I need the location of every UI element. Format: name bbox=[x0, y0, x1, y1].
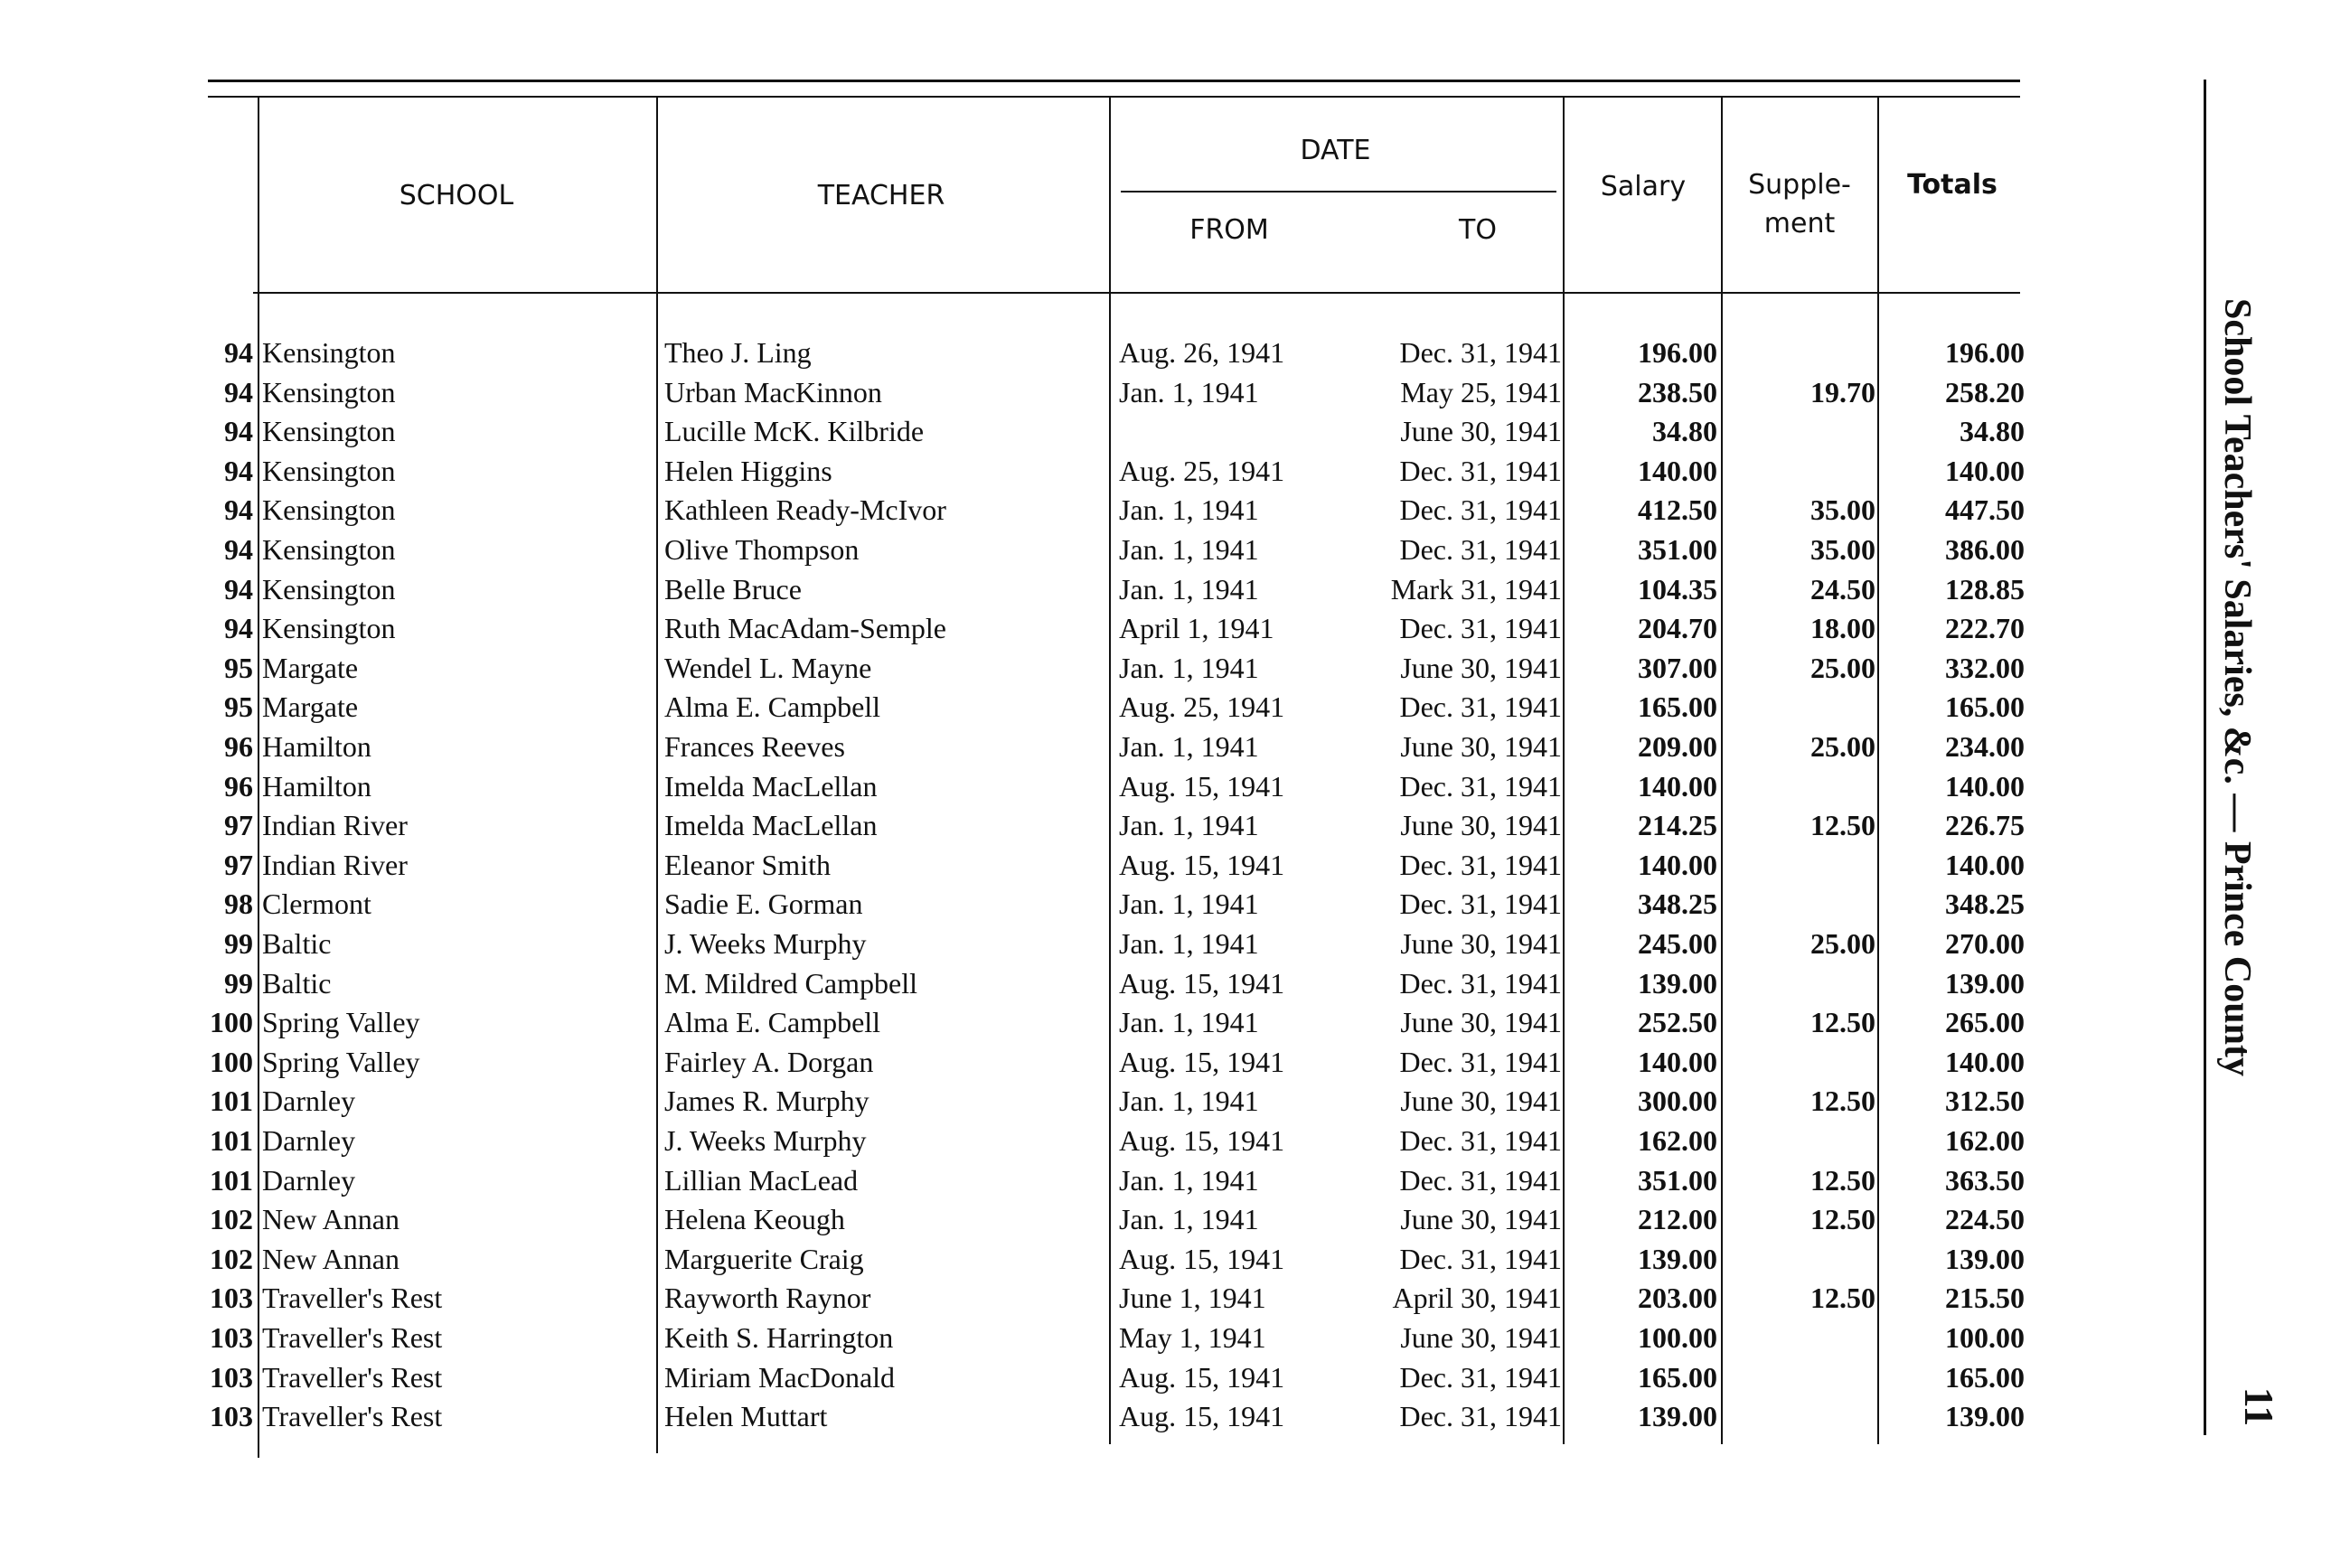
salary-amount: 100.00 bbox=[1638, 1321, 1717, 1354]
teacher-name: Olive Thompson bbox=[664, 533, 860, 566]
salary-amount: 139.00 bbox=[1638, 1242, 1717, 1275]
row-number: 94 bbox=[224, 533, 253, 566]
teacher-name: Imelda MacLellan bbox=[664, 809, 878, 842]
teacher-name: Ruth MacAdam-Semple bbox=[664, 612, 946, 645]
row-number: 95 bbox=[224, 690, 253, 724]
salary-amount: 203.00 bbox=[1638, 1282, 1717, 1315]
school-name: Kensington bbox=[262, 533, 396, 566]
total-amount: 226.75 bbox=[1945, 809, 2025, 842]
teacher-name: Alma E. Campbell bbox=[664, 690, 881, 724]
supplement-amount: 19.70 bbox=[1810, 375, 1875, 408]
salary-amount: 139.00 bbox=[1638, 966, 1717, 1000]
date-from: Jan. 1, 1941 bbox=[1119, 572, 1259, 606]
school-name: Traveller's Rest bbox=[262, 1400, 443, 1433]
date-to: June 30, 1941 bbox=[1400, 809, 1562, 842]
teacher-name: Lillian MacLead bbox=[664, 1163, 859, 1197]
table-row bbox=[0, 1004, 2079, 1044]
row-number: 103 bbox=[210, 1282, 253, 1315]
header-salary: Salary bbox=[1600, 171, 1687, 202]
school-name: Margate bbox=[262, 690, 359, 724]
supplement-amount: 35.00 bbox=[1810, 533, 1875, 566]
table-row bbox=[0, 571, 2079, 611]
table-row bbox=[0, 886, 2079, 925]
supplement-amount: 35.00 bbox=[1810, 493, 1875, 527]
date-from: Aug. 15, 1941 bbox=[1119, 769, 1285, 803]
salary-amount: 204.70 bbox=[1638, 612, 1717, 645]
date-to: June 30, 1941 bbox=[1400, 651, 1562, 684]
salary-amount: 165.00 bbox=[1638, 690, 1717, 724]
salary-amount: 214.25 bbox=[1638, 809, 1717, 842]
school-name: Spring Valley bbox=[262, 1006, 420, 1039]
teacher-name: Belle Bruce bbox=[664, 572, 802, 606]
row-number: 97 bbox=[224, 809, 253, 842]
school-name: Kensington bbox=[262, 454, 396, 487]
salary-amount: 165.00 bbox=[1638, 1360, 1717, 1394]
total-amount: 162.00 bbox=[1945, 1124, 2025, 1157]
table-row bbox=[0, 689, 2079, 728]
school-name: Kensington bbox=[262, 572, 396, 606]
total-amount: 348.25 bbox=[1945, 887, 2025, 921]
school-name: Clermont bbox=[262, 887, 371, 921]
supplement-amount: 12.50 bbox=[1810, 1006, 1875, 1039]
header-date: DATE bbox=[1300, 135, 1371, 166]
salary-amount: 140.00 bbox=[1638, 848, 1717, 881]
date-from: Jan. 1, 1941 bbox=[1119, 887, 1259, 921]
header-bottom-rule bbox=[253, 292, 2020, 294]
row-number: 97 bbox=[224, 848, 253, 881]
teacher-name: James R. Murphy bbox=[664, 1084, 870, 1118]
teacher-name: Frances Reeves bbox=[664, 730, 845, 763]
teacher-name: Fairley A. Dorgan bbox=[664, 1045, 874, 1078]
total-amount: 139.00 bbox=[1945, 966, 2025, 1000]
teacher-name: Helena Keough bbox=[664, 1203, 845, 1236]
teacher-name: Alma E. Campbell bbox=[664, 1006, 881, 1039]
header-supplement-1: Supple- bbox=[1748, 169, 1851, 201]
date-to: Dec. 31, 1941 bbox=[1399, 887, 1562, 921]
table-row bbox=[0, 453, 2079, 493]
teacher-name: Miriam MacDonald bbox=[664, 1360, 896, 1394]
teacher-name: Wendel L. Mayne bbox=[664, 651, 872, 684]
supplement-amount: 12.50 bbox=[1810, 809, 1875, 842]
date-from: Jan. 1, 1941 bbox=[1119, 730, 1259, 763]
school-name: Indian River bbox=[262, 809, 408, 842]
date-from: Aug. 15, 1941 bbox=[1119, 966, 1285, 1000]
table-row bbox=[0, 768, 2079, 808]
date-from: June 1, 1941 bbox=[1119, 1282, 1266, 1315]
teacher-name: Sadie E. Gorman bbox=[664, 887, 863, 921]
date-from: Jan. 1, 1941 bbox=[1119, 927, 1259, 960]
teacher-name: Helen Muttart bbox=[664, 1400, 828, 1433]
supplement-amount: 12.50 bbox=[1810, 1163, 1875, 1197]
school-name: New Annan bbox=[262, 1242, 400, 1275]
date-from: Aug. 15, 1941 bbox=[1119, 848, 1285, 881]
row-number: 98 bbox=[224, 887, 253, 921]
date-to: June 30, 1941 bbox=[1400, 1203, 1562, 1236]
date-from: May 1, 1941 bbox=[1119, 1321, 1266, 1354]
row-number: 99 bbox=[224, 927, 253, 960]
school-name: Kensington bbox=[262, 612, 396, 645]
total-amount: 312.50 bbox=[1945, 1084, 2025, 1118]
total-amount: 234.00 bbox=[1945, 730, 2025, 763]
date-from: Jan. 1, 1941 bbox=[1119, 809, 1259, 842]
salary-amount: 412.50 bbox=[1638, 493, 1717, 527]
row-number: 94 bbox=[224, 572, 253, 606]
table-row bbox=[0, 374, 2079, 414]
date-to: May 25, 1941 bbox=[1400, 375, 1562, 408]
school-name: Baltic bbox=[262, 927, 332, 960]
total-amount: 128.85 bbox=[1945, 572, 2025, 606]
table-row bbox=[0, 492, 2079, 531]
date-from: Aug. 15, 1941 bbox=[1119, 1242, 1285, 1275]
date-to: Dec. 31, 1941 bbox=[1399, 769, 1562, 803]
total-amount: 332.00 bbox=[1945, 651, 2025, 684]
row-number: 94 bbox=[224, 415, 253, 448]
school-name: Margate bbox=[262, 651, 359, 684]
total-amount: 222.70 bbox=[1945, 612, 2025, 645]
total-amount: 140.00 bbox=[1945, 454, 2025, 487]
school-name: Kensington bbox=[262, 336, 396, 369]
table-row bbox=[0, 1044, 2079, 1084]
school-name: Hamilton bbox=[262, 769, 371, 803]
salary-amount: 238.50 bbox=[1638, 375, 1717, 408]
date-from: Aug. 15, 1941 bbox=[1119, 1400, 1285, 1433]
teacher-name: Lucille McK. Kilbride bbox=[664, 415, 925, 448]
header-from: FROM bbox=[1189, 214, 1269, 246]
total-amount: 140.00 bbox=[1945, 1045, 2025, 1078]
school-name: Kensington bbox=[262, 415, 396, 448]
header-supplement-2: ment bbox=[1763, 208, 1836, 239]
table-row bbox=[0, 1162, 2079, 1202]
row-number: 96 bbox=[224, 769, 253, 803]
date-from: Aug. 15, 1941 bbox=[1119, 1360, 1285, 1394]
row-number: 95 bbox=[224, 651, 253, 684]
row-number: 102 bbox=[210, 1203, 253, 1236]
salary-amount: 139.00 bbox=[1638, 1400, 1717, 1433]
teacher-name: Eleanor Smith bbox=[664, 848, 831, 881]
table-row bbox=[0, 1398, 2079, 1438]
total-amount: 196.00 bbox=[1945, 336, 2025, 369]
total-amount: 165.00 bbox=[1945, 690, 2025, 724]
table-row bbox=[0, 807, 2079, 847]
school-name: Darnley bbox=[262, 1124, 356, 1157]
table-row bbox=[0, 531, 2079, 571]
school-name: New Annan bbox=[262, 1203, 400, 1236]
total-amount: 165.00 bbox=[1945, 1360, 2025, 1394]
salary-amount: 245.00 bbox=[1638, 927, 1717, 960]
date-from: Jan. 1, 1941 bbox=[1119, 533, 1259, 566]
salary-amount: 348.25 bbox=[1638, 887, 1717, 921]
date-to: Dec. 31, 1941 bbox=[1399, 1124, 1562, 1157]
teacher-name: Rayworth Raynor bbox=[664, 1282, 871, 1315]
total-amount: 224.50 bbox=[1945, 1203, 2025, 1236]
salary-amount: 196.00 bbox=[1638, 336, 1717, 369]
total-amount: 270.00 bbox=[1945, 927, 2025, 960]
row-number: 94 bbox=[224, 454, 253, 487]
supplement-amount: 24.50 bbox=[1810, 572, 1875, 606]
date-from: Aug. 25, 1941 bbox=[1119, 690, 1285, 724]
side-title-area bbox=[2201, 298, 2273, 1473]
row-number: 96 bbox=[224, 730, 253, 763]
date-from: Jan. 1, 1941 bbox=[1119, 651, 1259, 684]
supplement-amount: 12.50 bbox=[1810, 1084, 1875, 1118]
top-rule bbox=[208, 80, 2020, 82]
salary-amount: 351.00 bbox=[1638, 1163, 1717, 1197]
date-to: Dec. 31, 1941 bbox=[1399, 336, 1562, 369]
total-amount: 34.80 bbox=[1960, 415, 2025, 448]
total-amount: 140.00 bbox=[1945, 848, 2025, 881]
table-row bbox=[0, 1359, 2079, 1399]
school-name: Darnley bbox=[262, 1084, 356, 1118]
date-from: Jan. 1, 1941 bbox=[1119, 1006, 1259, 1039]
date-divider-rule bbox=[1121, 191, 1556, 192]
table-row bbox=[0, 1319, 2079, 1359]
total-amount: 140.00 bbox=[1945, 769, 2025, 803]
date-to: Dec. 31, 1941 bbox=[1399, 1163, 1562, 1197]
salary-amount: 307.00 bbox=[1638, 651, 1717, 684]
date-to: Dec. 31, 1941 bbox=[1399, 1242, 1562, 1275]
row-number: 94 bbox=[224, 336, 253, 369]
header-school: SCHOOL bbox=[399, 180, 514, 211]
salary-amount: 140.00 bbox=[1638, 769, 1717, 803]
teacher-name: Theo J. Ling bbox=[664, 336, 812, 369]
date-to: Dec. 31, 1941 bbox=[1399, 1400, 1562, 1433]
table-row bbox=[0, 413, 2079, 453]
total-amount: 386.00 bbox=[1945, 533, 2025, 566]
total-amount: 447.50 bbox=[1945, 493, 2025, 527]
total-amount: 258.20 bbox=[1945, 375, 2025, 408]
table-row bbox=[0, 847, 2079, 887]
teacher-name: M. Mildred Campbell bbox=[664, 966, 917, 1000]
school-name: Traveller's Rest bbox=[262, 1321, 443, 1354]
teacher-name: Imelda MacLellan bbox=[664, 769, 878, 803]
row-number: 101 bbox=[210, 1124, 253, 1157]
table-row bbox=[0, 1241, 2079, 1281]
total-amount: 139.00 bbox=[1945, 1242, 2025, 1275]
total-amount: 100.00 bbox=[1945, 1321, 2025, 1354]
date-from: Aug. 26, 1941 bbox=[1119, 336, 1285, 369]
row-number: 101 bbox=[210, 1084, 253, 1118]
date-to: Dec. 31, 1941 bbox=[1399, 1045, 1562, 1078]
salary-amount: 300.00 bbox=[1638, 1084, 1717, 1118]
date-to: Dec. 31, 1941 bbox=[1399, 533, 1562, 566]
date-from: Jan. 1, 1941 bbox=[1119, 1163, 1259, 1197]
school-name: Darnley bbox=[262, 1163, 356, 1197]
date-to: June 30, 1941 bbox=[1400, 1006, 1562, 1039]
supplement-amount: 18.00 bbox=[1810, 612, 1875, 645]
table-row bbox=[0, 925, 2079, 965]
total-amount: 139.00 bbox=[1945, 1400, 2025, 1433]
school-name: Traveller's Rest bbox=[262, 1360, 443, 1394]
salary-amount: 140.00 bbox=[1638, 454, 1717, 487]
date-from: Aug. 25, 1941 bbox=[1119, 454, 1285, 487]
row-number: 103 bbox=[210, 1400, 253, 1433]
total-amount: 363.50 bbox=[1945, 1163, 2025, 1197]
date-to: April 30, 1941 bbox=[1392, 1282, 1562, 1315]
date-to: Dec. 31, 1941 bbox=[1399, 690, 1562, 724]
table-row bbox=[0, 728, 2079, 768]
table-row bbox=[0, 610, 2079, 650]
date-to: Dec. 31, 1941 bbox=[1399, 848, 1562, 881]
salary-amount: 351.00 bbox=[1638, 533, 1717, 566]
school-name: Kensington bbox=[262, 375, 396, 408]
school-name: Traveller's Rest bbox=[262, 1282, 443, 1315]
row-number: 99 bbox=[224, 966, 253, 1000]
date-from: Jan. 1, 1941 bbox=[1119, 375, 1259, 408]
table-row bbox=[0, 334, 2079, 374]
school-name: Kensington bbox=[262, 493, 396, 527]
date-from: Jan. 1, 1941 bbox=[1119, 493, 1259, 527]
salary-amount: 252.50 bbox=[1638, 1006, 1717, 1039]
salary-amount: 104.35 bbox=[1638, 572, 1717, 606]
teacher-name: J. Weeks Murphy bbox=[664, 927, 867, 960]
date-from: Jan. 1, 1941 bbox=[1119, 1203, 1259, 1236]
school-name: Baltic bbox=[262, 966, 332, 1000]
salary-amount: 140.00 bbox=[1638, 1045, 1717, 1078]
row-number: 103 bbox=[210, 1360, 253, 1394]
date-to: Dec. 31, 1941 bbox=[1399, 454, 1562, 487]
date-to: June 30, 1941 bbox=[1400, 927, 1562, 960]
salary-amount: 34.80 bbox=[1652, 415, 1717, 448]
salary-amount: 212.00 bbox=[1638, 1203, 1717, 1236]
table-row bbox=[0, 1201, 2079, 1241]
teacher-name: Keith S. Harrington bbox=[664, 1321, 894, 1354]
salary-amount: 209.00 bbox=[1638, 730, 1717, 763]
date-from: Jan. 1, 1941 bbox=[1119, 1084, 1259, 1118]
date-from: Aug. 15, 1941 bbox=[1119, 1045, 1285, 1078]
teacher-name: Kathleen Ready-McIvor bbox=[664, 493, 946, 527]
table-row bbox=[0, 1280, 2079, 1319]
date-from: Aug. 15, 1941 bbox=[1119, 1124, 1285, 1157]
table-row bbox=[0, 1083, 2079, 1122]
date-to: Dec. 31, 1941 bbox=[1399, 1360, 1562, 1394]
row-number: 103 bbox=[210, 1321, 253, 1354]
supplement-amount: 25.00 bbox=[1810, 730, 1875, 763]
date-to: June 30, 1941 bbox=[1400, 730, 1562, 763]
date-to: June 30, 1941 bbox=[1400, 415, 1562, 448]
date-to: Dec. 31, 1941 bbox=[1399, 493, 1562, 527]
row-number: 94 bbox=[224, 493, 253, 527]
teacher-name: Helen Higgins bbox=[664, 454, 832, 487]
teacher-name: Urban MacKinnon bbox=[664, 375, 882, 408]
teacher-name: J. Weeks Murphy bbox=[664, 1124, 867, 1157]
row-number: 101 bbox=[210, 1163, 253, 1197]
row-number: 100 bbox=[210, 1006, 253, 1039]
top-rule-2 bbox=[208, 96, 2020, 98]
row-number: 94 bbox=[224, 375, 253, 408]
supplement-amount: 25.00 bbox=[1810, 927, 1875, 960]
date-to: June 30, 1941 bbox=[1400, 1084, 1562, 1118]
supplement-amount: 12.50 bbox=[1810, 1203, 1875, 1236]
row-number: 100 bbox=[210, 1045, 253, 1078]
page-number: 11 bbox=[2236, 1386, 2283, 1427]
school-name: Spring Valley bbox=[262, 1045, 420, 1078]
total-amount: 215.50 bbox=[1945, 1282, 2025, 1315]
supplement-amount: 25.00 bbox=[1810, 651, 1875, 684]
total-amount: 265.00 bbox=[1945, 1006, 2025, 1039]
school-name: Hamilton bbox=[262, 730, 371, 763]
row-number: 94 bbox=[224, 612, 253, 645]
date-to: Dec. 31, 1941 bbox=[1399, 966, 1562, 1000]
row-number: 102 bbox=[210, 1242, 253, 1275]
salary-amount: 162.00 bbox=[1638, 1124, 1717, 1157]
school-name: Indian River bbox=[262, 848, 408, 881]
date-to: Dec. 31, 1941 bbox=[1399, 612, 1562, 645]
header-teacher: TEACHER bbox=[817, 180, 945, 211]
date-from: April 1, 1941 bbox=[1119, 612, 1274, 645]
date-to: June 30, 1941 bbox=[1400, 1321, 1562, 1354]
supplement-amount: 12.50 bbox=[1810, 1282, 1875, 1315]
table-row bbox=[0, 1122, 2079, 1162]
header-to: TO bbox=[1459, 214, 1497, 246]
table-row bbox=[0, 965, 2079, 1005]
side-title: School Teachers' Salaries, &c. — Prince County bbox=[2216, 298, 2258, 1076]
table-row bbox=[0, 650, 2079, 690]
date-to: Mark 31, 1941 bbox=[1390, 572, 1562, 606]
header-totals: Totals bbox=[1907, 169, 1998, 201]
teacher-name: Marguerite Craig bbox=[664, 1242, 864, 1275]
